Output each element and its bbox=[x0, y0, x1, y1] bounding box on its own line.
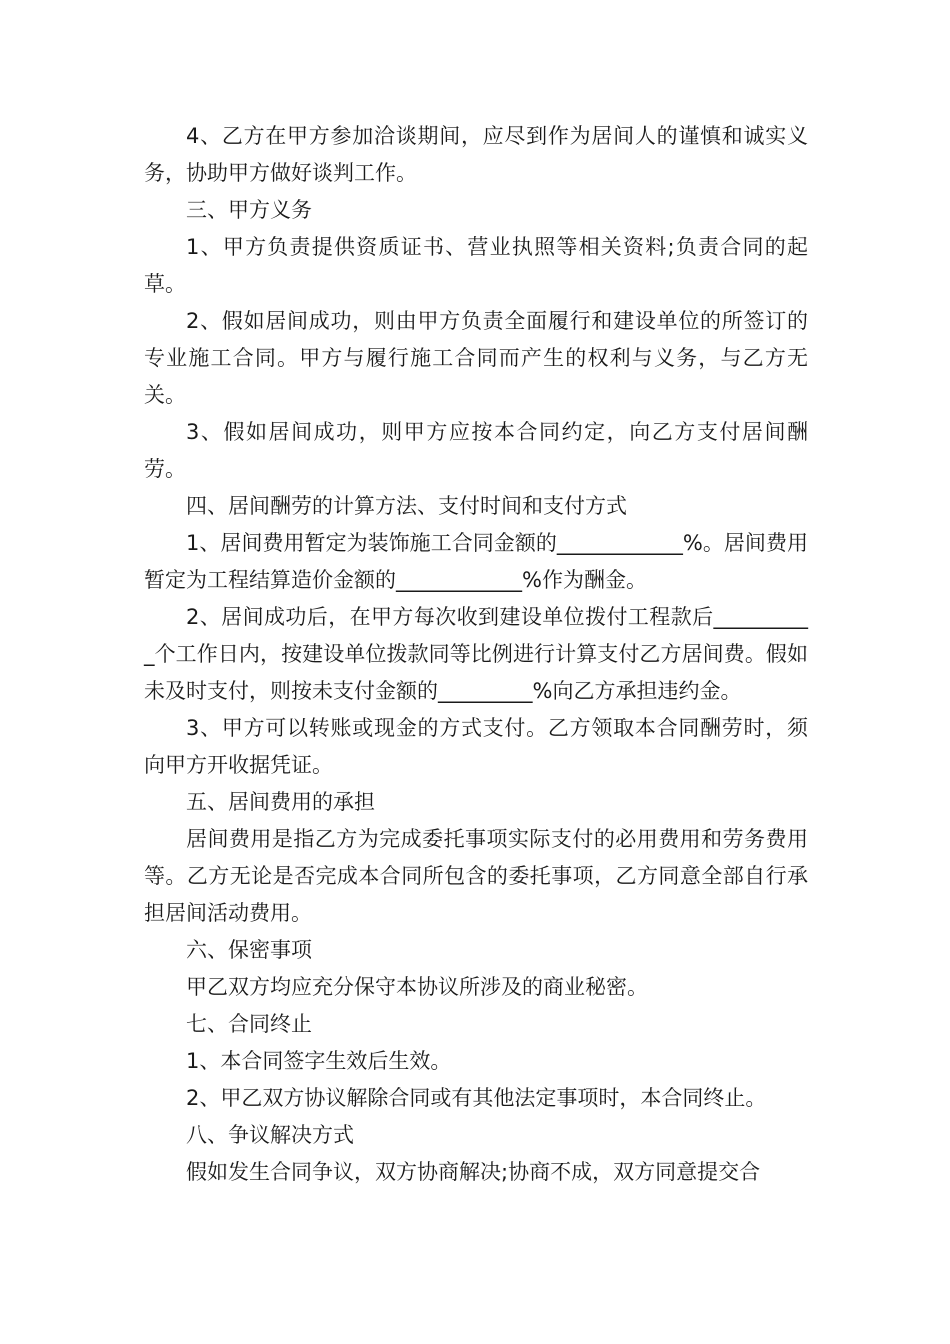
clause-4-3: 3、甲方可以转账或现金的方式支付。乙方领取本合同酬劳时，须向甲方开收据凭证。 bbox=[144, 716, 808, 777]
clause-3-1: 1、甲方负责提供资质证书、营业执照等相关资料;负责合同的起草。 bbox=[144, 235, 808, 296]
clause-5-body: 居间费用是指乙方为完成委托事项实际支付的必用费用和劳务费用等。乙方无论是否完成本合同所包含的委托事项，乙方同意全部自行承担居间活动费用。 bbox=[144, 827, 808, 925]
clause-2-4: 4、乙方在甲方参加洽谈期间，应尽到作为居间人的谨慎和诚实义务，协助甲方做好谈判工作。 bbox=[144, 124, 808, 185]
clause-7-1: 1、本合同签字生效后生效。 bbox=[186, 1049, 452, 1073]
clause-3-2: 2、假如居间成功，则由甲方负责全面履行和建设单位的所签订的专业施工合同。甲方与履行施工合同而产生的权利与义务，与乙方无关。 bbox=[144, 309, 808, 407]
section-heading-5: 五、居间费用的承担 bbox=[186, 790, 375, 814]
clause-4-1: 1、居间费用暂定为装饰施工合同金额的____________%。居间费用暂定为工程结算造价金额的____________%作为酬金。 bbox=[144, 531, 808, 592]
section-heading-6: 六、保密事项 bbox=[186, 938, 312, 962]
document-body bbox=[144, 118, 808, 1191]
section-heading-3: 三、甲方义务 bbox=[186, 198, 312, 222]
clause-6-body: 甲乙双方均应充分保守本协议所涉及的商业秘密。 bbox=[186, 975, 648, 999]
clause-7-2: 2、甲乙双方协议解除合同或有其他法定事项时，本合同终止。 bbox=[186, 1086, 767, 1110]
clause-4-2: 2、居间成功后，在甲方每次收到建设单位拨付工程款后__________个工作日内，按建设单位拨款同等比例进行计算支付乙方居间费。假如未及时支付，则按未支付金额的_________%向乙方承担违约金。 bbox=[144, 605, 808, 703]
section-heading-7: 七、合同终止 bbox=[186, 1012, 312, 1036]
clause-3-3: 3、假如居间成功，则甲方应按本合同约定，向乙方支付居间酬劳。 bbox=[144, 420, 808, 481]
section-heading-4: 四、居间酬劳的计算方法、支付时间和支付方式 bbox=[186, 494, 627, 518]
section-heading-8: 八、争议解决方式 bbox=[186, 1123, 354, 1147]
clause-8-body: 假如发生合同争议，双方协商解决;协商不成，双方同意提交合 bbox=[186, 1160, 761, 1184]
